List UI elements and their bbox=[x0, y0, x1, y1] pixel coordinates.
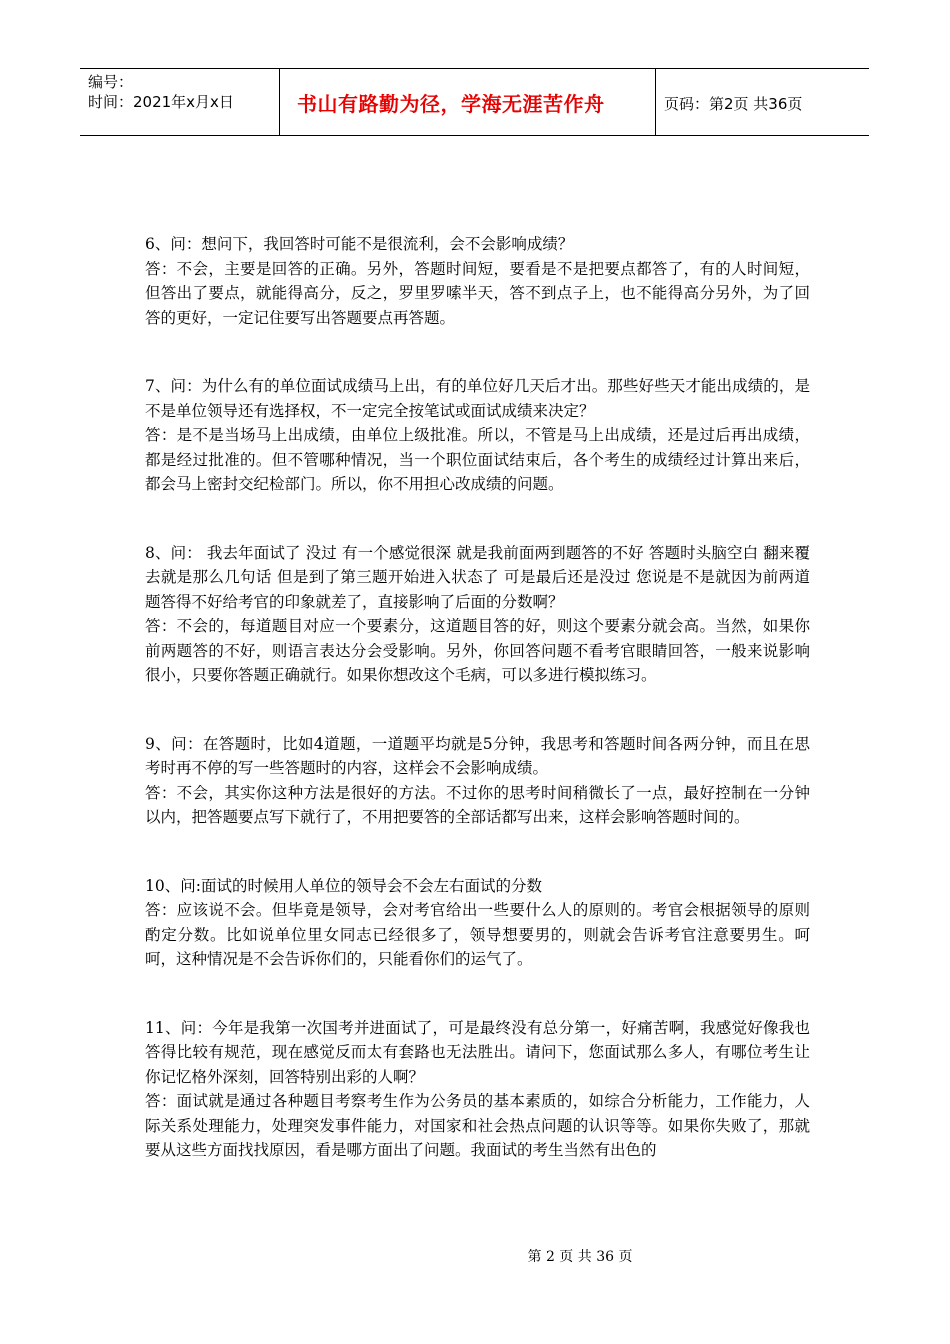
qa-item bbox=[145, 874, 810, 972]
answer-text: 答：不会，其实你这种方法是很好的方法。不过你的思考时间稍微长了一点，最好控制在一分钟以内，把答题要点写下就行了，不用把要答的全部话都写出来，这样会影响答题时间的。 bbox=[145, 783, 810, 826]
header-top-rule bbox=[80, 68, 869, 69]
qa-item bbox=[145, 374, 810, 497]
answer-text: 答：应该说不会。但毕竟是领导，会对考官给出一些要什么人的原则的。考官会根据领导的原则酌定分数。比如说单位里女同志已经很多了，领导想要男的，则就会告诉考官注意要男生。呵呵，这种情况是不会告诉你们的，只能看你们的运气了。 bbox=[145, 901, 810, 968]
question-text: 9、问：在答题时，比如4道题，一道题平均就是5分钟，我思考和答题时间各两分钟，而且在思考时再不停的写一些答题时的内容，这样会不会影响成绩。 bbox=[145, 734, 810, 777]
answer-text: 答：是不是当场马上出成绩，由单位上级批准。所以，不管是马上出成绩，还是过后再出成绩，都是经过批准的。但不管哪种情况，当一个职位面试结束后，各个考生的成绩经过计算出来后，都会马上密封交纪检部门。所以，你不用担心改成绩的问题。 bbox=[145, 426, 810, 493]
page-footer bbox=[0, 1246, 950, 1266]
question-text: 10、问:面试的时候用人单位的领导会不会左右面试的分数 bbox=[145, 876, 542, 895]
answer-text: 答：不会，主要是回答的正确。另外，答题时间短，要看是不是把要点都答了，有的人时间短，但答出了要点，就能得高分，反之，罗里罗嗦半天，答不到点子上，也不能得高分另外，为了回答的更好，一定记住要写出答题要点再答题。 bbox=[145, 259, 810, 327]
header-date-label: 时间：2021年x月x日 bbox=[88, 93, 234, 111]
header-divider-left bbox=[279, 68, 280, 136]
answer-text: 答：面试就是通过各种题目考察考生作为公务员的基本素质的，如综合分析能力，工作能力，人际关系处理能力，处理突发事件能力，对国家和社会热点问题的认识等等。如果你失败了，那就要从这些方面找找原因，看是哪方面出了问题。我面试的考生当然有出色的 bbox=[145, 1092, 810, 1159]
qa-item bbox=[145, 1016, 810, 1163]
qa-item bbox=[145, 732, 810, 830]
answer-text: 答：不会的，每道题目对应一个要素分，这道题目答的好，则这个要素分就会高。当然，如果你前两题答的不好，则语言表达分会受影响。另外，你回答问题不看考官眼睛回答，一般来说影响很小，只要你答题正确就行。如果你想改这个毛病，可以多进行模拟练习。 bbox=[145, 617, 810, 684]
header-page-info: 页码：第2页 共36页 bbox=[664, 95, 803, 113]
question-text: 11、问：今年是我第一次国考并进面试了，可是最终没有总分第一，好痛苦啊，我感觉好像我也答得比较有规范，现在感觉反而太有套路也无法胜出。请问下，您面试那么多人，有哪位考生让你记忆格外深刻，回答特别出彩的人啊？ bbox=[145, 1018, 810, 1086]
question-text: 7、问：为什么有的单位面试成绩马上出，有的单位好几天后才出。那些好些天才能出成绩的，是不是单位领导还有选择权，不一定完全按笔试或面试成绩来决定？ bbox=[145, 377, 810, 420]
header-divider-right bbox=[655, 68, 656, 136]
header-motto: 书山有路勤为径，学海无涯苦作舟 bbox=[297, 92, 605, 116]
question-text: 6、问：想问下，我回答时可能不是很流利，会不会影响成绩？ bbox=[145, 235, 574, 253]
header-number-label: 编号： bbox=[88, 73, 134, 91]
qa-item bbox=[145, 232, 810, 330]
footer-page-number: 第 2 页 共 36 页 bbox=[527, 1249, 633, 1265]
document-body bbox=[145, 232, 810, 1207]
question-text: 8、问： 我去年面试了 没过 有一个感觉很深 就是我前面两到题答的不好 答题时头脑空白 翻来覆去就是那么几句话 但是到了第三题开始进入状态了 可是最后还是没过 您说是不是就因为前两道题答得不好给考官的印象就差了，直接影响了后面的分数啊？ bbox=[145, 543, 810, 611]
qa-item bbox=[145, 541, 810, 688]
header-bottom-rule bbox=[80, 135, 869, 136]
